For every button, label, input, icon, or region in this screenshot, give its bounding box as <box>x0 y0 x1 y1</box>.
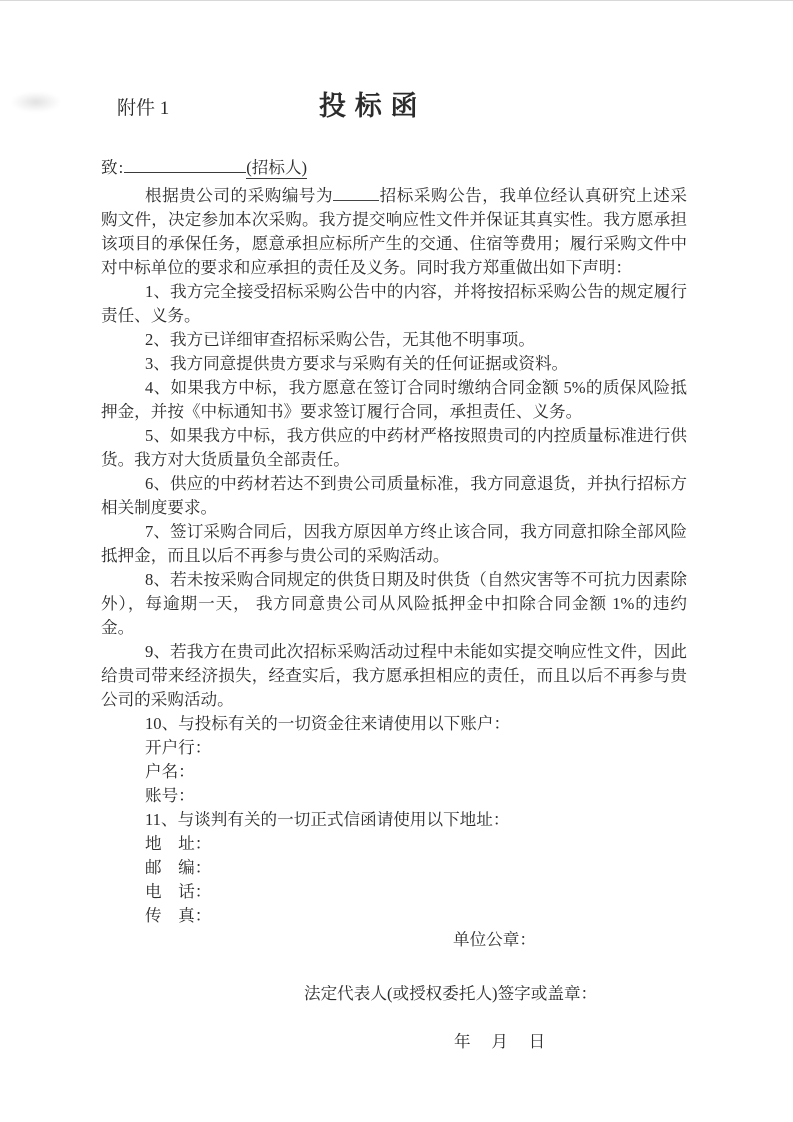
declaration-item-9: 9、若我方在贵司此次招标采购活动过程中未能如实提交响应性文件，因此给贵司带来经济损失，经查实后，我方愿承担相应的责任，而且以后不再参与贵公司的采购活动。 <box>101 642 687 709</box>
legal-rep-signature-label: 法定代表人(或授权委托人)签字或盖章： <box>304 984 598 1003</box>
recipient-placeholder: (招标人) <box>246 158 308 177</box>
bank-field-opening-bank: 开户行： <box>145 738 212 757</box>
address-field-address: 地 址： <box>145 834 212 853</box>
bank-section-heading: 10、与投标有关的一切资金往来请使用以下账户： <box>145 714 511 733</box>
scan-artifact <box>12 92 60 112</box>
intro-paragraph <box>101 184 687 280</box>
procurement-number-blank <box>333 185 379 201</box>
address-section-heading: 11、与谈判有关的一切正式信函请使用以下地址： <box>145 810 510 829</box>
intro-text-after-blank: 招标采购公告，我单位经认真研究上述采购文件，决定参加本次采购。我方提交响应性文件并保证其真实性。我方愿承担该项目的承保任务，愿意承担应标所产生的交通、住宿等费用；履行采购文件中对中标单位的要求和应承担的责任及义务。同时我方郑重做出如下声明： <box>101 186 688 277</box>
document-title: 投 标 函 <box>319 91 419 121</box>
document-content <box>101 92 687 1054</box>
salutation-prefix: 致: <box>101 158 125 177</box>
declaration-item-5: 5、如果我方中标，我方供应的中药材严格按照贵司的内控质量标准进行供货。我方对大货质量负全部责任。 <box>101 426 687 469</box>
intro-text-before-blank: 根据贵公司的采购编号为 <box>145 186 334 205</box>
attachment-label: 附件 1 <box>117 98 170 119</box>
declaration-item-8: 8、若未按采购合同规定的供货日期及时供货（自然灾害等不可抗力因素除外），每逾期一天， 我方同意贵公司从风险抵押金中扣除合同金额 1%的违约金。 <box>101 570 687 637</box>
bank-field-account-number: 账号： <box>145 786 195 805</box>
address-field-fax: 传 真： <box>145 906 212 925</box>
address-field-postcode: 邮 编： <box>145 858 212 877</box>
declaration-item-3: 3、我方同意提供贵方要求与采购有关的任何证据或资料。 <box>145 354 569 373</box>
document-header <box>101 92 687 125</box>
salutation-line <box>101 155 687 179</box>
declaration-item-2: 2、我方已详细审查招标采购公告，无其他不明事项。 <box>145 330 535 349</box>
declaration-item-4: 4、如果我方中标，我方愿意在签订合同时缴纳合同金额 5%的质保风险抵押金，并按《中标通知书》要求签订履行合同，承担责任、义务。 <box>101 378 687 421</box>
bank-field-account-name: 户名： <box>145 762 195 781</box>
address-field-phone: 电 话： <box>145 882 212 901</box>
declaration-item-7: 7、签订采购合同后，因我方原因单方终止该合同，我方同意扣除全部风险抵押金，而且以后不再参与贵公司的采购活动。 <box>101 522 687 565</box>
declaration-item-1: 1、我方完全接受招标采购公告中的内容，并将按招标采购公告的规定履行责任、义务。 <box>101 282 687 325</box>
company-seal-label: 单位公章： <box>453 930 536 949</box>
scan-edge-line <box>0 0 793 1</box>
recipient-fill-in-blank <box>124 155 246 173</box>
date-fill-in-line: 年 月 日 <box>454 1032 546 1051</box>
declaration-item-6: 6、供应的中药材若达不到贵公司质量标准，我方同意退货，并执行招标方相关制度要求。 <box>101 474 687 517</box>
